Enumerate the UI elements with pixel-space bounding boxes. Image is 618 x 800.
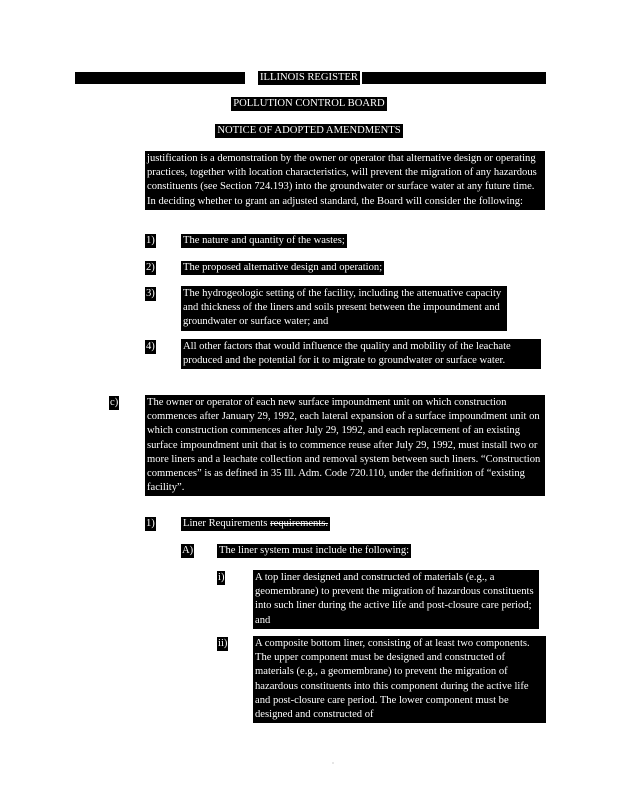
section-c-text: The owner or operator of each new surface impoundment unit on which construction commences after January 29, 1992, each lateral expansion of a surface impoundment unit on which construction commences after July 29, 1992, and each replacement of an existing surface impoundment unit that is to commence reuse after July 29, 1992, must install two or more liners and a leachate collection and removal system between such liners. “Construction commences” is as defined in 35 Ill. Adm. Code 720.110, under the definition of “existing facility”. bbox=[145, 395, 545, 496]
factor-1-label: 1) bbox=[145, 234, 156, 248]
item-i-text: A top liner designed and constructed of materials (e.g., a geomembrane) to prevent the migration of hazardous constituents into such liner during the active life and post-closure care period; and bbox=[253, 570, 539, 629]
factor-2-text: The proposed alternative design and operation; bbox=[181, 261, 541, 275]
item-i-label: i) bbox=[217, 571, 225, 585]
section-c-label: c) bbox=[109, 396, 119, 410]
intro-paragraph: justification is a demonstration by the owner or operator that alternative design or operating practices, together with location characteristics, will prevent the migration of any hazardous constituents (see Section 724.193) into the groundwater or surface water at any future time. In deciding whether to grant an adjusted standard, the Board will consider the following: bbox=[145, 151, 545, 210]
factor-1-text: The nature and quantity of the wastes; bbox=[181, 234, 541, 248]
board-title: POLLUTION CONTROL BOARD bbox=[233, 98, 385, 109]
liner-label: 1) bbox=[145, 517, 156, 531]
item-ii-label: ii) bbox=[217, 637, 228, 651]
liner-title-struck: requirements. bbox=[270, 518, 329, 529]
register-title: ILLINOIS REGISTER bbox=[260, 72, 358, 83]
factor-4-label: 4) bbox=[145, 340, 156, 354]
liner-title: Liner Requirements bbox=[183, 518, 268, 529]
factor-4-text: All other factors that would influence the quality and mobility of the leachate produced and the potential for it to migrate to groundwater or surface water. bbox=[181, 339, 541, 369]
sub-a-text: The liner system must include the following: bbox=[217, 544, 517, 558]
factor-3-text: The hydrogeologic setting of the facility, including the attenuative capacity and thickness of the liners and soils present between the impoundment and groundwater or surface water; and bbox=[181, 286, 507, 331]
factor-3-label: 3) bbox=[145, 287, 156, 301]
scan-speck bbox=[332, 762, 334, 764]
notice-title: NOTICE OF ADOPTED AMENDMENTS bbox=[217, 125, 401, 136]
factor-2-label: 2) bbox=[145, 261, 156, 275]
item-ii-text: A composite bottom liner, consisting of at least two components. The upper component must be designed and constructed of materials (e.g., a geomembrane) to prevent the migration of hazardous constituents into this component during the active life and post-closure care period. The lower component must be designed and constructed of bbox=[253, 636, 546, 723]
sub-a-label: A) bbox=[181, 544, 194, 558]
liner-heading bbox=[181, 517, 481, 531]
